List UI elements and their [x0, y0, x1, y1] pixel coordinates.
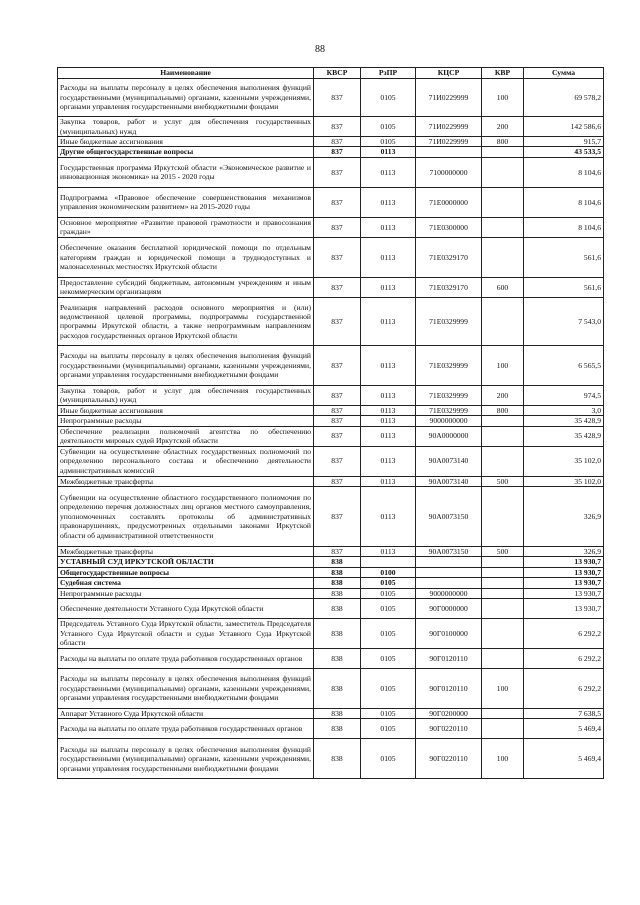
- cell-rzpr: 0100: [361, 567, 416, 577]
- cell-rzpr: 0113: [361, 476, 416, 486]
- cell-kvsr: 837: [314, 405, 361, 415]
- cell-sum: 13 930,7: [524, 567, 604, 577]
- cell-kcsr: 90Г0220110: [416, 739, 482, 779]
- cell-rzpr: 0113: [361, 385, 416, 405]
- cell-sum: 13 930,7: [524, 588, 604, 598]
- cell-kvr: 800: [482, 137, 524, 147]
- cell-kvsr: 837: [314, 547, 361, 557]
- table-row: [58, 405, 604, 415]
- table-row: [58, 187, 604, 217]
- cell-kvr: 800: [482, 405, 524, 415]
- cell-kvr: [482, 416, 524, 426]
- cell-sum: 974,5: [524, 385, 604, 405]
- cell-rzpr: 0113: [361, 277, 416, 297]
- cell-kvsr: 838: [314, 599, 361, 619]
- cell-name: Межбюджетные трансферты: [58, 547, 314, 557]
- page-number: 88: [315, 44, 325, 55]
- cell-kvsr: 837: [314, 117, 361, 137]
- cell-name: Межбюджетные трансферты: [58, 476, 314, 486]
- table-row: [58, 578, 604, 588]
- cell-kvsr: 837: [314, 147, 361, 157]
- cell-rzpr: 0105: [361, 719, 416, 739]
- cell-name: Расходы на выплаты персоналу в целях обеспечения выполнения функций государственными (муниципальными) органами, казенными учреждениями, органами управления государственными внебюджетными фондами: [58, 345, 314, 385]
- cell-name: Подпрограмма «Правовое обеспечение совершенствования механизмов управления экономическим развитием» на 2015-2020 годы: [58, 187, 314, 217]
- cell-name: Обеспечение деятельности Уставного Суда Иркутской области: [58, 599, 314, 619]
- cell-sum: 561,6: [524, 277, 604, 297]
- cell-name: Непрограммные расходы: [58, 588, 314, 598]
- table-row: [58, 567, 604, 577]
- cell-name: Непрограммные расходы: [58, 416, 314, 426]
- table-header-row: [58, 68, 604, 79]
- cell-kvsr: 837: [314, 217, 361, 237]
- cell-sum: 35 102,0: [524, 476, 604, 486]
- cell-rzpr: 0113: [361, 426, 416, 446]
- table-row: [58, 476, 604, 486]
- cell-kvsr: 837: [314, 277, 361, 297]
- cell-kvsr: 838: [314, 719, 361, 739]
- cell-kvr: [482, 446, 524, 476]
- cell-kvsr: 838: [314, 578, 361, 588]
- table-row: [58, 237, 604, 277]
- cell-kcsr: 71Е0000000: [416, 187, 482, 217]
- cell-sum: 326,9: [524, 487, 604, 547]
- cell-name: Реализация направлений расходов основного мероприятия и (или) ведомственной целевой программы, подпрограммы государственной программы Иркутской области, а также непрограммным направлениям расходов государственных органов Иркутской области: [58, 297, 314, 345]
- cell-rzpr: 0113: [361, 487, 416, 547]
- cell-kcsr: 90А0073150: [416, 547, 482, 557]
- cell-kcsr: 90Г0000000: [416, 599, 482, 619]
- table-row: [58, 147, 604, 157]
- cell-kvr: [482, 147, 524, 157]
- cell-kcsr: [416, 567, 482, 577]
- cell-rzpr: 0113: [361, 416, 416, 426]
- cell-kvr: 600: [482, 277, 524, 297]
- cell-name: Государственная программа Иркутской области «Экономическое развитие и инновационная экономика» на 2015 - 2020 годы: [58, 157, 314, 187]
- cell-kcsr: 90Г0100000: [416, 619, 482, 649]
- table-row: [58, 385, 604, 405]
- cell-kcsr: 9000000000: [416, 588, 482, 598]
- header-sum: Сумма: [524, 68, 604, 79]
- cell-kcsr: [416, 557, 482, 567]
- cell-rzpr: 0105: [361, 578, 416, 588]
- cell-name: Председатель Уставного Суда Иркутской области, заместитель Председателя Уставного Суда Иркутской области и судьи Уставного Суда Иркутской области: [58, 619, 314, 649]
- cell-kvsr: 838: [314, 557, 361, 567]
- cell-sum: 3,0: [524, 405, 604, 415]
- table-row: [58, 719, 604, 739]
- table-row: [58, 416, 604, 426]
- cell-name: Расходы на выплаты персоналу в целях обеспечения выполнения функций государственными (муниципальными) органами, казенными учреждениями, органами управления государственными внебюджетными фондами: [58, 79, 314, 117]
- cell-kvr: [482, 157, 524, 187]
- table-row: [58, 599, 604, 619]
- cell-kvsr: 837: [314, 237, 361, 277]
- cell-kcsr: 71Е0329999: [416, 345, 482, 385]
- cell-rzpr: 0105: [361, 669, 416, 709]
- cell-sum: 6 292,2: [524, 669, 604, 709]
- cell-kvsr: 837: [314, 297, 361, 345]
- cell-kvsr: 837: [314, 385, 361, 405]
- cell-kvsr: 837: [314, 187, 361, 217]
- cell-kvr: 100: [482, 79, 524, 117]
- cell-rzpr: 0113: [361, 237, 416, 277]
- cell-kvr: 200: [482, 117, 524, 137]
- cell-sum: 5 469,4: [524, 739, 604, 779]
- cell-kvr: [482, 719, 524, 739]
- cell-rzpr: 0105: [361, 137, 416, 147]
- cell-kvr: [482, 709, 524, 719]
- cell-kcsr: 71И0229999: [416, 137, 482, 147]
- cell-rzpr: 0113: [361, 345, 416, 385]
- cell-kcsr: 71Е0329170: [416, 277, 482, 297]
- cell-kvsr: 838: [314, 567, 361, 577]
- header-kvsr: КВСР: [314, 68, 361, 79]
- cell-kcsr: 71И0229999: [416, 117, 482, 137]
- cell-sum: 915,7: [524, 137, 604, 147]
- cell-sum: 561,6: [524, 237, 604, 277]
- cell-sum: 8 104,6: [524, 217, 604, 237]
- cell-sum: 35 102,0: [524, 446, 604, 476]
- cell-sum: 13 930,7: [524, 578, 604, 588]
- cell-sum: 6 292,2: [524, 619, 604, 649]
- cell-kvr: [482, 487, 524, 547]
- cell-name: Основное мероприятие «Развитие правовой грамотности и правосознания граждан»: [58, 217, 314, 237]
- cell-sum: 326,9: [524, 547, 604, 557]
- cell-kvsr: 838: [314, 739, 361, 779]
- cell-kvr: [482, 426, 524, 446]
- cell-sum: 13 930,7: [524, 599, 604, 619]
- cell-kvr: [482, 649, 524, 669]
- cell-kcsr: [416, 147, 482, 157]
- cell-kcsr: 71Е0329999: [416, 297, 482, 345]
- cell-sum: 8 104,6: [524, 187, 604, 217]
- cell-rzpr: 0105: [361, 619, 416, 649]
- table-row: [58, 547, 604, 557]
- table-row: [58, 588, 604, 598]
- cell-rzpr: 0105: [361, 649, 416, 669]
- cell-name: УСТАВНЫЙ СУД ИРКУТСКОЙ ОБЛАСТИ: [58, 557, 314, 567]
- cell-sum: 69 578,2: [524, 79, 604, 117]
- cell-kvsr: 837: [314, 426, 361, 446]
- table-row: [58, 345, 604, 385]
- table-row: [58, 117, 604, 137]
- cell-name: Расходы на выплаты по оплате труда работников государственных органов: [58, 649, 314, 669]
- cell-sum: 6 565,5: [524, 345, 604, 385]
- cell-kvr: [482, 578, 524, 588]
- cell-kvsr: 838: [314, 669, 361, 709]
- cell-rzpr: 0113: [361, 446, 416, 476]
- cell-sum: 142 586,6: [524, 117, 604, 137]
- cell-kvsr: 838: [314, 588, 361, 598]
- cell-kvr: 500: [482, 476, 524, 486]
- table-row: [58, 137, 604, 147]
- cell-kcsr: 71Е0329170: [416, 237, 482, 277]
- cell-kvr: [482, 619, 524, 649]
- cell-rzpr: 0105: [361, 79, 416, 117]
- cell-name: Судебная система: [58, 578, 314, 588]
- cell-rzpr: 0105: [361, 117, 416, 137]
- cell-kcsr: 7100000000: [416, 157, 482, 187]
- cell-name: Субвенции на осуществление областных государственных полномочий по определению персонального состава и обеспечению деятельности административных комиссий: [58, 446, 314, 476]
- cell-name: Субвенции на осуществление областного государственного полномочия по определению перечня должностных лиц органов местного самоуправления, уполномоченных составлять протоколы об административных правонарушениях, предусмотренных отдельными законами Иркутской области об административной ответственности: [58, 487, 314, 547]
- cell-rzpr: 0113: [361, 547, 416, 557]
- cell-rzpr: 0105: [361, 588, 416, 598]
- table-row: [58, 739, 604, 779]
- cell-kcsr: 90Г0120110: [416, 669, 482, 709]
- table-row: [58, 669, 604, 709]
- table-row: [58, 426, 604, 446]
- table-row: [58, 487, 604, 547]
- cell-name: Предоставление субсидий бюджетным, автономным учреждениям и иным некоммерческим организациям: [58, 277, 314, 297]
- cell-kvr: [482, 567, 524, 577]
- cell-name: Обеспечение оказания бесплатной юридической помощи по отдельным категориям граждан и юридической помощи в труднодоступных и малонаселенных местностях Иркутской области: [58, 237, 314, 277]
- cell-rzpr: 0113: [361, 157, 416, 187]
- cell-kcsr: [416, 578, 482, 588]
- cell-kvr: 100: [482, 739, 524, 779]
- budget-table: [57, 67, 604, 779]
- cell-kvr: 100: [482, 669, 524, 709]
- cell-name: Расходы на выплаты персоналу в целях обеспечения выполнения функций государственными (муниципальными) органами, казенными учреждениями, органами управления государственными внебюджетными фондами: [58, 739, 314, 779]
- table-row: [58, 297, 604, 345]
- cell-sum: 7 638,5: [524, 709, 604, 719]
- cell-sum: 7 543,0: [524, 297, 604, 345]
- cell-kvr: 500: [482, 547, 524, 557]
- cell-kvr: [482, 187, 524, 217]
- cell-kcsr: 71Е0329999: [416, 385, 482, 405]
- cell-rzpr: 0113: [361, 405, 416, 415]
- cell-name: Иные бюджетные ассигнования: [58, 137, 314, 147]
- cell-kvsr: 838: [314, 619, 361, 649]
- table-row: [58, 277, 604, 297]
- header-kvr: КВР: [482, 68, 524, 79]
- table-row: [58, 157, 604, 187]
- cell-sum: 13 930,7: [524, 557, 604, 567]
- cell-rzpr: 0105: [361, 709, 416, 719]
- cell-kcsr: 71Е0329999: [416, 405, 482, 415]
- cell-name: Иные бюджетные ассигнования: [58, 405, 314, 415]
- cell-sum: 35 428,9: [524, 426, 604, 446]
- table-row: [58, 217, 604, 237]
- cell-name: Расходы на выплаты по оплате труда работников государственных органов: [58, 719, 314, 739]
- cell-kvr: [482, 557, 524, 567]
- cell-kvr: 100: [482, 345, 524, 385]
- cell-sum: 5 469,4: [524, 719, 604, 739]
- header-rzpr: РзПР: [361, 68, 416, 79]
- cell-name: Расходы на выплаты персоналу в целях обеспечения выполнения функций государственными (муниципальными) органами, казенными учреждениями, органами управления государственными внебюджетными фондами: [58, 669, 314, 709]
- cell-rzpr: 0113: [361, 217, 416, 237]
- cell-kcsr: 90А0073140: [416, 476, 482, 486]
- cell-name: Закупка товаров, работ и услуг для обеспечения государственных (муниципальных) нужд: [58, 117, 314, 137]
- cell-kcsr: 71И0229999: [416, 79, 482, 117]
- cell-kcsr: 71Е0300000: [416, 217, 482, 237]
- cell-kvsr: 837: [314, 476, 361, 486]
- cell-kvr: [482, 297, 524, 345]
- table-row: [58, 79, 604, 117]
- cell-rzpr: 0105: [361, 739, 416, 779]
- table-row: [58, 619, 604, 649]
- cell-name: Другие общегосударственные вопросы: [58, 147, 314, 157]
- table-row: [58, 649, 604, 669]
- cell-kvr: [482, 237, 524, 277]
- cell-kvsr: 837: [314, 345, 361, 385]
- cell-kcsr: 9000000000: [416, 416, 482, 426]
- cell-kvsr: 837: [314, 79, 361, 117]
- cell-kvsr: 837: [314, 416, 361, 426]
- cell-sum: 8 104,6: [524, 157, 604, 187]
- cell-kvsr: 837: [314, 157, 361, 187]
- cell-rzpr: 0113: [361, 297, 416, 345]
- cell-rzpr: [361, 557, 416, 567]
- cell-sum: 6 292,2: [524, 649, 604, 669]
- cell-kcsr: 90А0000000: [416, 426, 482, 446]
- cell-name: Закупка товаров, работ и услуг для обеспечения государственных (муниципальных) нужд: [58, 385, 314, 405]
- cell-kvsr: 837: [314, 487, 361, 547]
- cell-rzpr: 0105: [361, 599, 416, 619]
- cell-kcsr: 90Г0220110: [416, 719, 482, 739]
- cell-kvsr: 838: [314, 709, 361, 719]
- cell-kvr: [482, 588, 524, 598]
- cell-kvsr: 837: [314, 137, 361, 147]
- cell-kvr: 200: [482, 385, 524, 405]
- header-name: Наименование: [58, 68, 314, 79]
- cell-kcsr: 90А0073140: [416, 446, 482, 476]
- cell-name: Аппарат Уставного Суда Иркутской области: [58, 709, 314, 719]
- table-row: [58, 709, 604, 719]
- cell-name: Общегосударственные вопросы: [58, 567, 314, 577]
- cell-rzpr: 0113: [361, 187, 416, 217]
- cell-kcsr: 90Г0200000: [416, 709, 482, 719]
- table-row: [58, 557, 604, 567]
- cell-kvr: [482, 217, 524, 237]
- table-body: [58, 79, 604, 779]
- table-row: [58, 446, 604, 476]
- cell-sum: 43 533,5: [524, 147, 604, 157]
- cell-sum: 35 428,9: [524, 416, 604, 426]
- cell-kvsr: 837: [314, 446, 361, 476]
- cell-kcsr: 90А0073150: [416, 487, 482, 547]
- cell-kcsr: 90Г0120110: [416, 649, 482, 669]
- header-kcsr: КЦСР: [416, 68, 482, 79]
- cell-name: Обеспечение реализации полномочий агентства по обеспечению деятельности мировых судей Иркутской области: [58, 426, 314, 446]
- cell-kvsr: 838: [314, 649, 361, 669]
- cell-kvr: [482, 599, 524, 619]
- cell-rzpr: 0113: [361, 147, 416, 157]
